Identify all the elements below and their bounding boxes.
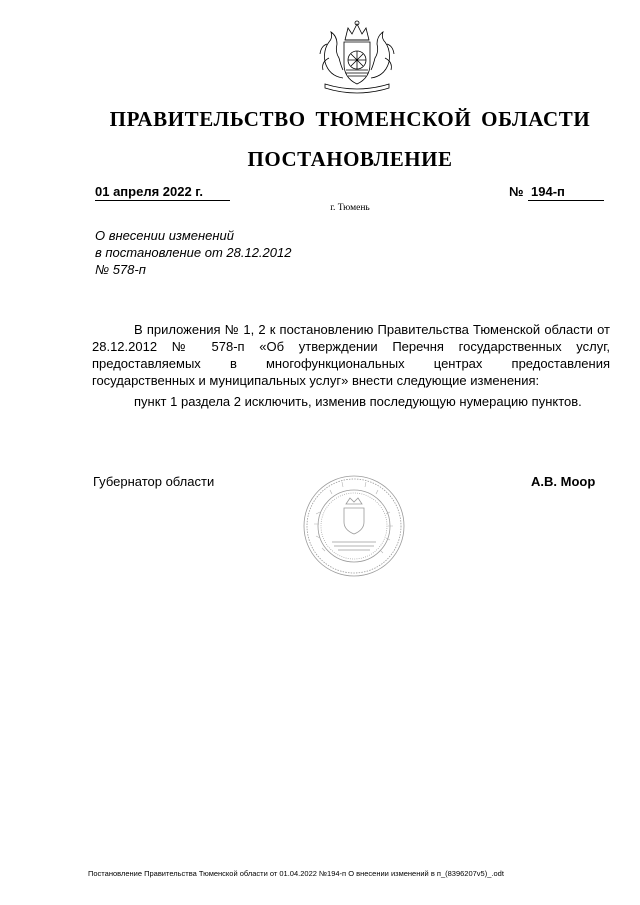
document-number: 194-п xyxy=(528,183,604,201)
signer-position: Губернатор области xyxy=(93,474,215,489)
subject-line: в постановление от 28.12.2012 xyxy=(95,245,292,260)
government-title: ПРАВИТЕЛЬСТВО ТЮМЕНСКОЙ ОБЛАСТИ xyxy=(109,107,591,131)
document-date: 01 апреля 2022 г. xyxy=(95,183,230,201)
city-label: г. Тюмень xyxy=(330,203,370,213)
signer-name: А.В. Моор xyxy=(531,474,596,489)
document-subject xyxy=(95,227,291,278)
document-type-title: ПОСТАНОВЛЕНИЕ xyxy=(247,147,453,171)
document-number-label: № xyxy=(509,184,524,199)
subject-line: № 578-п xyxy=(95,262,146,277)
file-footer: Постановление Правительства Тюменской области от 01.04.2022 №194-п О внесении изменений в п_(8396207v5)_.odt xyxy=(88,869,504,878)
body-paragraph: В приложения № 1, 2 к постановлению Правительства Тюменской области от 28.12.2012 № 578-п «Об утверждении Перечня государственных услуг, предоставляемых в многофункциональных центрах предоставления государственных и муниципальных услуг» внести следующие изменения: xyxy=(92,322,610,388)
coat-of-arms-icon xyxy=(315,18,400,96)
subject-line: О внесении изменений xyxy=(95,228,234,243)
body-paragraph: пункт 1 раздела 2 исключить, изменив последующую нумерацию пунктов. xyxy=(134,394,582,409)
official-seal-icon xyxy=(302,474,406,578)
